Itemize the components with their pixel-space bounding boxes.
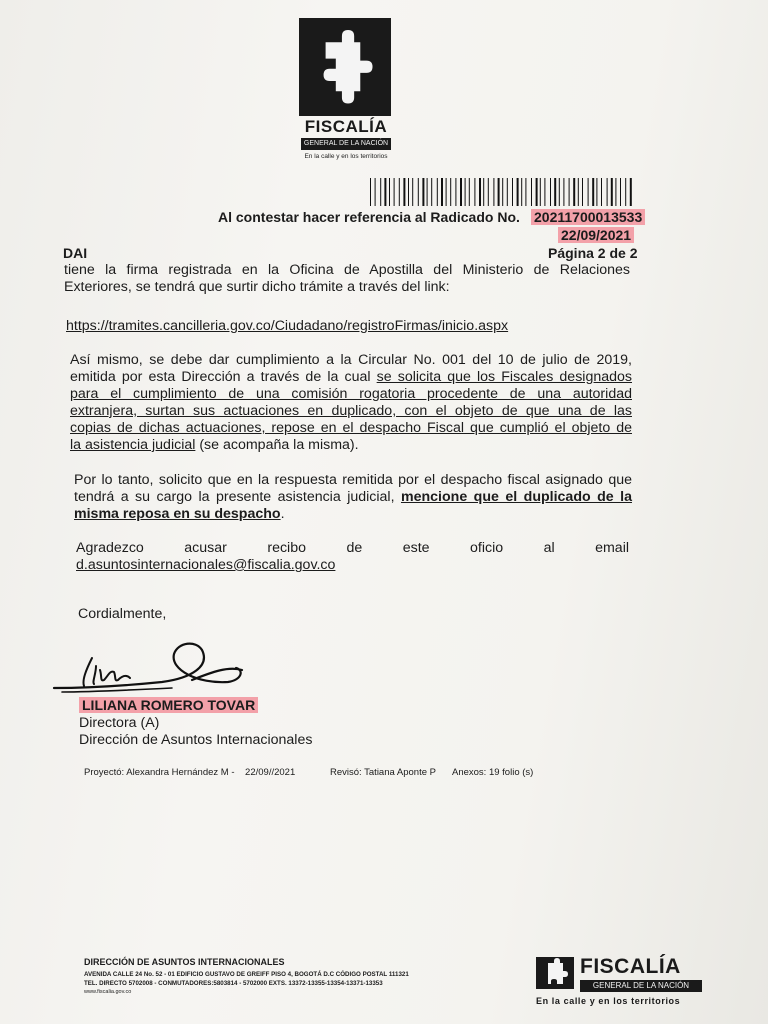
paragraph-2-line-4: extranjera, surtan sus actuaciones en duplicado, con el objeto de que una de las [70,403,632,419]
paragraph-1-line-1: tiene la firma registrada en la Oficina de Apostilla del Ministerio de Relaciones [64,262,630,278]
paragraph-1-line-2: Exteriores, se tendrá que surtir dicho trámite a través del link: [64,279,450,295]
paragraph-2-line-6: la asistencia judicial (se acompaña la misma). [70,437,359,453]
signatory-role: Directora (A) [79,715,160,731]
reviso-line: Revisó: Tatiana Aponte P [330,767,436,778]
addressee: DAI [63,245,88,261]
paragraph-4-line-1: Agradezco acusar recibo de este oficio al email [76,540,629,556]
footer-puzzle-logo-icon [536,957,574,989]
paragraph-2-line-1: Así mismo, se debe dar cumplimiento a la Circular No. 001 del 10 de julio de 2019, [70,352,632,368]
registro-firmas-link[interactable]: https://tramites.cancilleria.gov.co/Ciudadano/registroFirmas/inicio.aspx [66,318,509,334]
paragraph-2-line-5: copias de dichas actuaciones, repose en el despacho Fiscal que cumplió el objeto de [70,420,632,436]
barcode-icon [370,178,636,206]
paragraph-3-line-3: misma reposa en su despacho. [74,506,285,522]
footer-title: DIRECCIÓN DE ASUNTOS INTERNACIONALES [84,957,285,967]
reference-number: 20211700013533 [531,209,645,225]
signatory-name: LILIANA ROMERO TOVAR [79,697,258,713]
anexos-line: Anexos: 19 folio (s) [452,767,534,778]
paragraph-3-line-2: tendrá a su cargo la presente asistencia judicial, mencione que el duplicado de la [74,489,632,505]
email-link[interactable]: d.asuntosinternacionales@fiscalia.gov.co [76,557,336,573]
paragraph-3-line-1: Por lo tanto, solicito que en la respuesta remitida por el despacho fiscal asignado que [74,472,632,488]
footer-logo-name: FISCALÍA [580,955,681,978]
logo-name: FISCALÍA [304,117,388,136]
logo-subtitle: GENERAL DE LA NACIÓN [301,138,391,150]
page-number: Página 2 de 2 [548,245,638,261]
paragraph-2-line-2: emitida por esta Dirección a través de la cual se solicita que los Fiscales designados [70,369,632,385]
footer-logo-subtitle: GENERAL DE LA NACIÓN [580,980,702,992]
footer-website: www.fiscalia.gov.co [84,989,132,995]
signatory-department: Dirección de Asuntos Internacionales [79,732,313,748]
paragraph-2-line-3: para el cumplimiento de una comisión rogatoria procedente de una autoridad [70,386,632,402]
footer-address: AVENIDA CALLE 24 No. 52 - 01 EDIFICIO GUSTAVO DE GREIFF PISO 4, BOGOTÁ D.C CÓDIGO POSTAL 111321 [84,971,409,978]
footer-logo-tagline: En la calle y en los territorios [536,996,681,1006]
puzzle-logo-icon [299,18,391,116]
logo-tagline: En la calle y en los territorios [304,153,388,160]
handwritten-signature-icon [52,636,252,700]
footer-phones: TEL. DIRECTO 5702008 - CONMUTADORES:5803814 - 5702000 EXTS. 13372-13355-13354-13371-13353 [84,980,383,987]
reference-label: Al contestar hacer referencia al Radicado No. [218,209,520,225]
closing: Cordialmente, [78,606,167,622]
proyecto-line: Proyectó: Alexandra Hernández M - 22/09//2021 [84,767,296,778]
reference-date: 22/09/2021 [558,227,634,243]
